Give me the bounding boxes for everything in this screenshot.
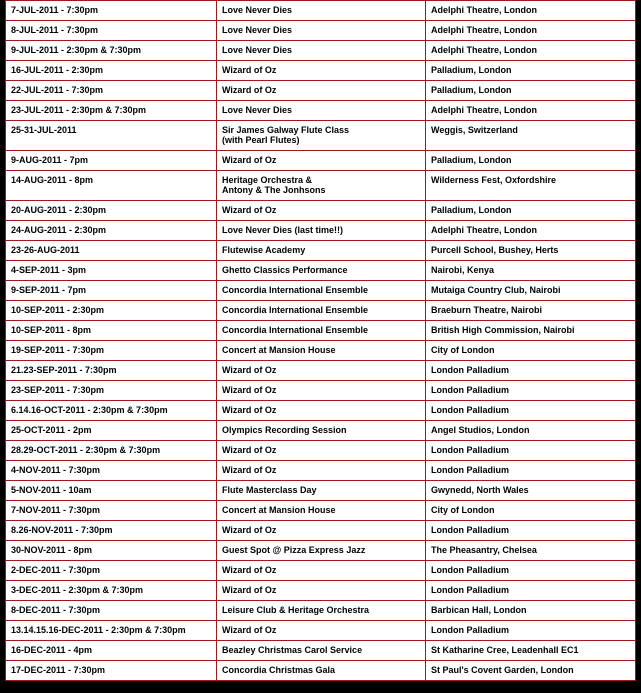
date-cell: 10-SEP-2011 - 8pm [6,321,217,341]
event-cell: Concordia International Ensemble [217,301,426,321]
venue-cell: St Katharine Cree, Leadenhall EC1 [426,641,636,661]
date-cell: 25-31-JUL-2011 [6,121,217,151]
date-cell: 3-DEC-2011 - 2:30pm & 7:30pm [6,581,217,601]
table-row [6,151,636,171]
event-cell: Wizard of Oz [217,201,426,221]
venue-cell: London Palladium [426,581,636,601]
date-cell: 21.23-SEP-2011 - 7:30pm [6,361,217,381]
date-cell: 5-NOV-2011 - 10am [6,481,217,501]
venue-cell: Adelphi Theatre, London [426,221,636,241]
venue-cell: Nairobi, Kenya [426,261,636,281]
date-cell: 8-DEC-2011 - 7:30pm [6,601,217,621]
event-cell: Wizard of Oz [217,361,426,381]
table-row [6,641,636,661]
event-cell: Beazley Christmas Carol Service [217,641,426,661]
event-cell: Love Never Dies [217,1,426,21]
date-cell: 30-NOV-2011 - 8pm [6,541,217,561]
table-row [6,61,636,81]
venue-cell: Mutaiga Country Club, Nairobi [426,281,636,301]
table-row [6,121,636,151]
date-cell: 7-JUL-2011 - 7:30pm [6,1,217,21]
venue-cell: Palladium, London [426,151,636,171]
date-cell: 19-SEP-2011 - 7:30pm [6,341,217,361]
event-cell: Wizard of Oz [217,441,426,461]
date-cell: 4-SEP-2011 - 3pm [6,261,217,281]
venue-cell: Wilderness Fest, Oxfordshire [426,171,636,201]
table-row [6,401,636,421]
venue-cell: The Pheasantry, Chelsea [426,541,636,561]
table-row [6,541,636,561]
date-cell: 8-JUL-2011 - 7:30pm [6,21,217,41]
event-cell: Heritage Orchestra & Antony & The Jonhsons [217,171,426,201]
date-cell: 23-SEP-2011 - 7:30pm [6,381,217,401]
date-cell: 9-SEP-2011 - 7pm [6,281,217,301]
venue-cell: Weggis, Switzerland [426,121,636,151]
table-row [6,441,636,461]
date-cell: 6.14.16-OCT-2011 - 2:30pm & 7:30pm [6,401,217,421]
table-row [6,1,636,21]
date-cell: 28.29-OCT-2011 - 2:30pm & 7:30pm [6,441,217,461]
date-cell: 23-JUL-2011 - 2:30pm & 7:30pm [6,101,217,121]
venue-cell: British High Commission, Nairobi [426,321,636,341]
table-row [6,21,636,41]
table-row [6,481,636,501]
date-cell: 23-26-AUG-2011 [6,241,217,261]
event-cell: Wizard of Oz [217,151,426,171]
table-row [6,281,636,301]
date-cell: 25-OCT-2011 - 2pm [6,421,217,441]
event-cell: Love Never Dies [217,21,426,41]
event-cell: Ghetto Classics Performance [217,261,426,281]
table-row [6,521,636,541]
table-row [6,501,636,521]
table-row [6,261,636,281]
venue-cell: Adelphi Theatre, London [426,1,636,21]
venue-cell: Adelphi Theatre, London [426,21,636,41]
venue-cell: London Palladium [426,361,636,381]
event-cell: Wizard of Oz [217,81,426,101]
table-row [6,661,636,681]
venue-cell: Adelphi Theatre, London [426,101,636,121]
event-cell: Sir James Galway Flute Class (with Pearl Flutes) [217,121,426,151]
date-cell: 9-AUG-2011 - 7pm [6,151,217,171]
venue-cell: London Palladium [426,621,636,641]
venue-cell: Adelphi Theatre, London [426,41,636,61]
date-cell: 14-AUG-2011 - 8pm [6,171,217,201]
venue-cell: London Palladium [426,381,636,401]
date-cell: 22-JUL-2011 - 7:30pm [6,81,217,101]
table-row [6,361,636,381]
venue-cell: Angel Studios, London [426,421,636,441]
date-cell: 16-DEC-2011 - 4pm [6,641,217,661]
event-cell: Flutewise Academy [217,241,426,261]
event-cell: Concert at Mansion House [217,501,426,521]
event-cell: Concordia International Ensemble [217,281,426,301]
table-row [6,601,636,621]
table-row [6,201,636,221]
date-cell: 17-DEC-2011 - 7:30pm [6,661,217,681]
date-cell: 4-NOV-2011 - 7:30pm [6,461,217,481]
venue-cell: Barbican Hall, London [426,601,636,621]
table-row [6,171,636,201]
venue-cell: Gwynedd, North Wales [426,481,636,501]
table-row [6,321,636,341]
table-row [6,241,636,261]
venue-cell: Braeburn Theatre, Nairobi [426,301,636,321]
venue-cell: City of London [426,341,636,361]
date-cell: 8.26-NOV-2011 - 7:30pm [6,521,217,541]
venue-cell: London Palladium [426,401,636,421]
event-cell: Concordia Christmas Gala [217,661,426,681]
venue-cell: Purcell School, Bushey, Herts [426,241,636,261]
date-cell: 13.14.15.16-DEC-2011 - 2:30pm & 7:30pm [6,621,217,641]
date-cell: 20-AUG-2011 - 2:30pm [6,201,217,221]
event-cell: Concordia International Ensemble [217,321,426,341]
venue-cell: St Paul's Covent Garden, London [426,661,636,681]
table-row [6,341,636,361]
table-row [6,221,636,241]
venue-cell: Palladium, London [426,201,636,221]
table-row [6,301,636,321]
table-row [6,461,636,481]
event-cell: Wizard of Oz [217,561,426,581]
event-cell: Wizard of Oz [217,521,426,541]
date-cell: 16-JUL-2011 - 2:30pm [6,61,217,81]
date-cell: 24-AUG-2011 - 2:30pm [6,221,217,241]
event-cell: Guest Spot @ Pizza Express Jazz [217,541,426,561]
venue-cell: London Palladium [426,561,636,581]
table-row [6,41,636,61]
table-row [6,81,636,101]
table-row [6,421,636,441]
event-cell: Love Never Dies (last time!!) [217,221,426,241]
event-cell: Wizard of Oz [217,61,426,81]
venue-cell: Palladium, London [426,61,636,81]
event-cell: Olympics Recording Session [217,421,426,441]
schedule-body [6,1,636,681]
date-cell: 2-DEC-2011 - 7:30pm [6,561,217,581]
event-cell: Wizard of Oz [217,461,426,481]
event-cell: Wizard of Oz [217,581,426,601]
table-row [6,381,636,401]
venue-cell: City of London [426,501,636,521]
date-cell: 10-SEP-2011 - 2:30pm [6,301,217,321]
event-cell: Concert at Mansion House [217,341,426,361]
event-cell: Wizard of Oz [217,401,426,421]
date-cell: 9-JUL-2011 - 2:30pm & 7:30pm [6,41,217,61]
event-cell: Love Never Dies [217,41,426,61]
event-cell: Wizard of Oz [217,621,426,641]
venue-cell: London Palladium [426,441,636,461]
table-row [6,561,636,581]
venue-cell: Palladium, London [426,81,636,101]
table-row [6,621,636,641]
venue-cell: London Palladium [426,461,636,481]
table-row [6,101,636,121]
venue-cell: London Palladium [426,521,636,541]
schedule-table [5,0,636,681]
event-cell: Flute Masterclass Day [217,481,426,501]
event-cell: Love Never Dies [217,101,426,121]
event-cell: Wizard of Oz [217,381,426,401]
table-row [6,581,636,601]
event-cell: Leisure Club & Heritage Orchestra [217,601,426,621]
date-cell: 7-NOV-2011 - 7:30pm [6,501,217,521]
